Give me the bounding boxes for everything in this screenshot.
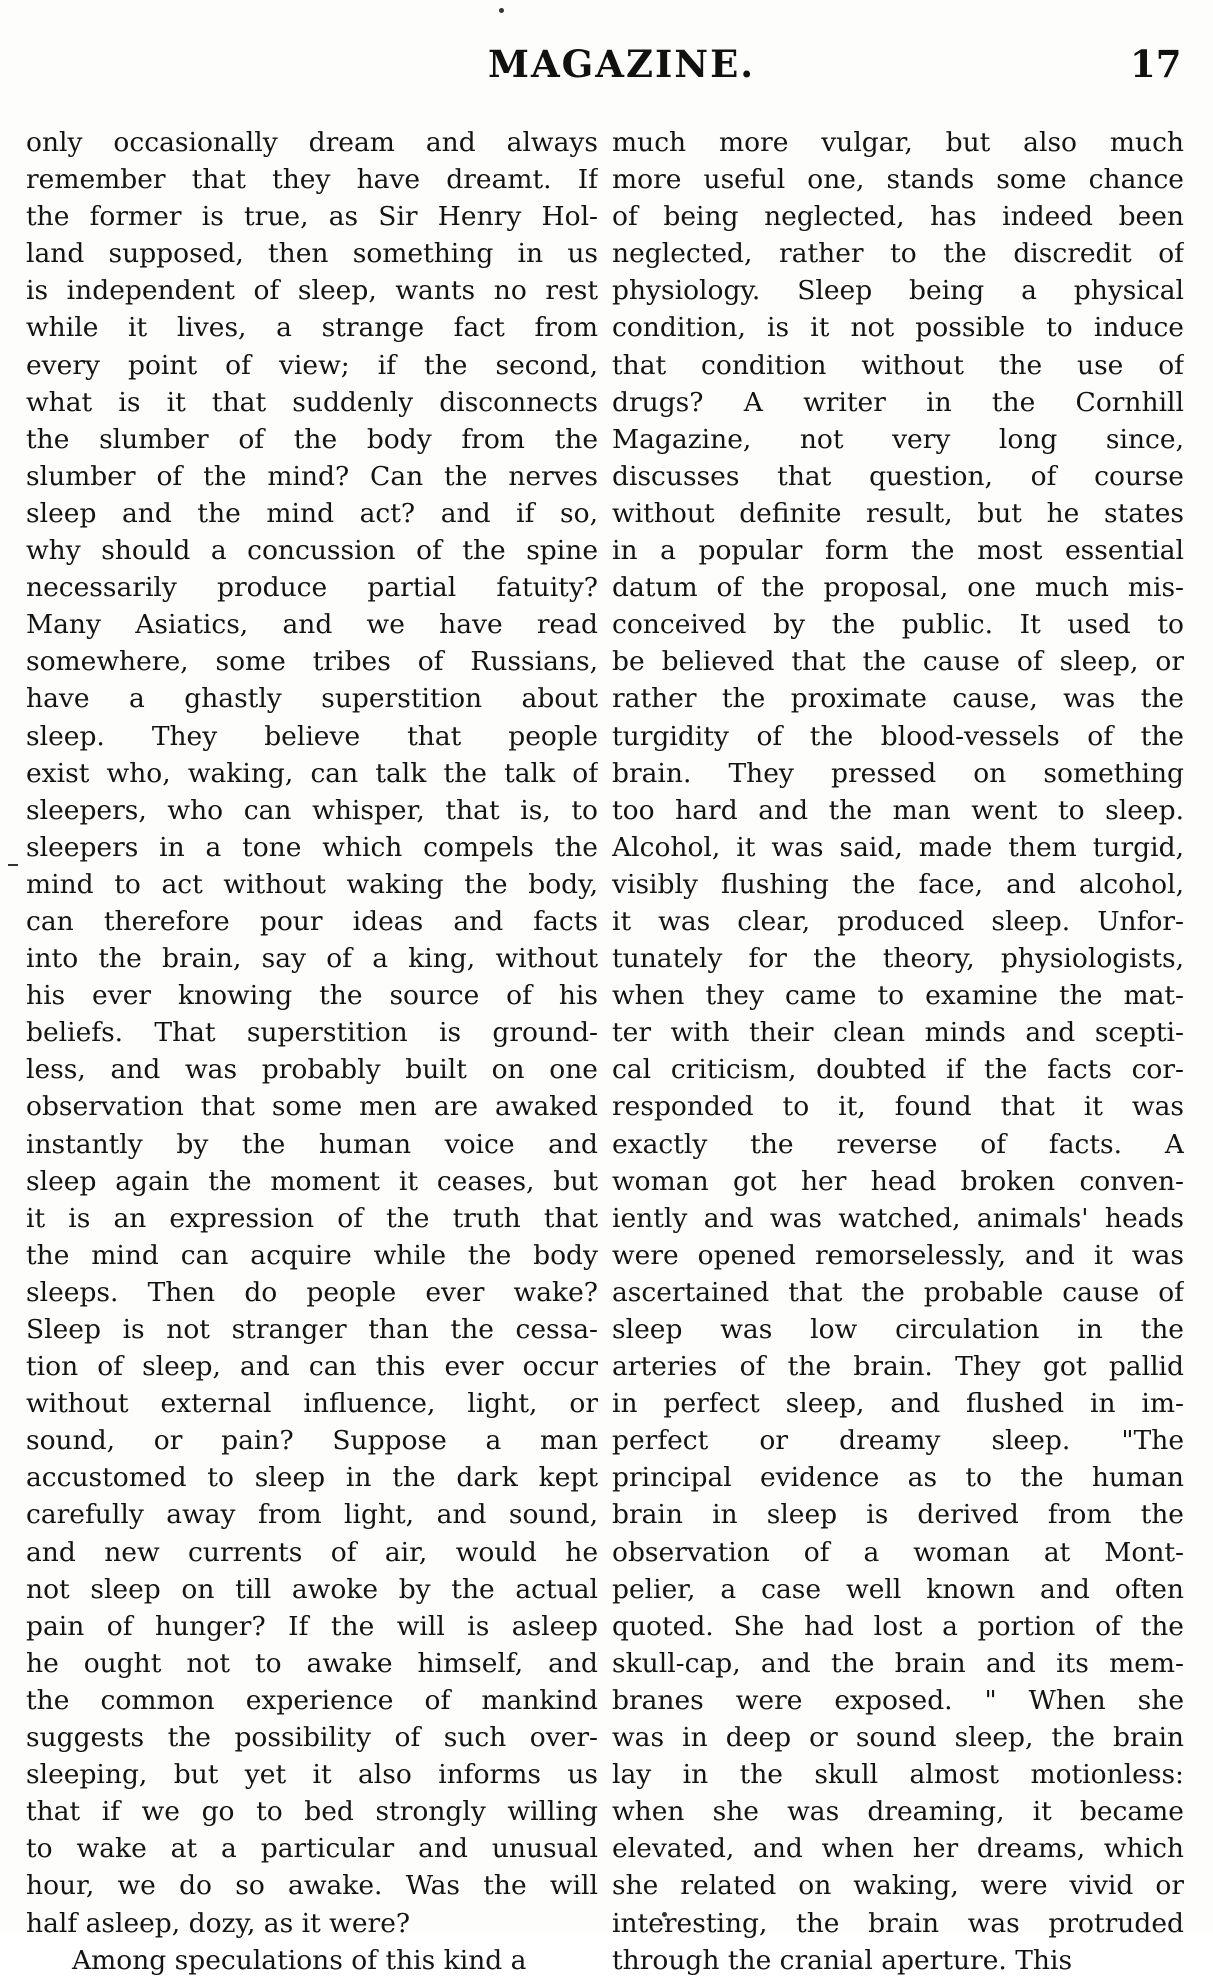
text-line: iently and was watched, animals' heads bbox=[612, 1202, 1184, 1234]
text-line: more useful one, stands some chance bbox=[612, 164, 1184, 196]
text-line: sound, or pain? Suppose a man bbox=[26, 1425, 598, 1457]
text-line: pelier, a case well known and often bbox=[612, 1573, 1184, 1605]
text-line: visibly flushing the face, and alcohol, bbox=[612, 868, 1184, 900]
text-line: neglected, rather to the discredit of bbox=[612, 238, 1184, 270]
text-line: branes were exposed. " When she bbox=[612, 1684, 1184, 1716]
printer-mark-top bbox=[499, 8, 504, 13]
text-line: not sleep on till awoke by the actual bbox=[26, 1573, 598, 1605]
text-line: what is it that suddenly disconnects bbox=[26, 386, 598, 418]
text-line: sleep and the mind act? and if so, bbox=[26, 497, 598, 529]
left-column bbox=[26, 124, 598, 1979]
running-title: MAGAZINE. bbox=[488, 42, 756, 86]
margin-mark bbox=[8, 864, 18, 866]
text-line: it was clear, produced sleep. Unfor- bbox=[612, 905, 1184, 937]
text-line: too hard and the man went to sleep. bbox=[612, 794, 1184, 826]
text-line: sleep. They believe that people bbox=[26, 720, 598, 752]
text-line: tunately for the theory, physiologists, bbox=[612, 943, 1184, 975]
text-line: exactly the reverse of facts. A bbox=[612, 1128, 1184, 1160]
text-line: in a popular form the most essential bbox=[612, 535, 1184, 567]
text-line: conceived by the public. It used to bbox=[612, 609, 1184, 641]
text-line: have a ghastly superstition about bbox=[26, 683, 598, 715]
text-line: sleeps. Then do people ever wake? bbox=[26, 1276, 598, 1308]
text-line: every point of view; if the second, bbox=[26, 349, 598, 381]
text-line: physiology. Sleep being a physical bbox=[612, 275, 1184, 307]
text-line: half asleep, dozy, as it were? bbox=[26, 1907, 411, 1939]
text-line: necessarily produce partial fatuity? bbox=[26, 572, 598, 604]
text-line: less, and was probably built on one bbox=[26, 1054, 598, 1086]
text-line: without definite result, but he states bbox=[612, 497, 1184, 529]
text-line: Among speculations of this kind a bbox=[72, 1944, 527, 1976]
text-line: datum of the proposal, one much mis- bbox=[612, 572, 1184, 604]
text-line: that condition without the use of bbox=[612, 349, 1184, 381]
text-line: Alcohol, it was said, made them turgid, bbox=[612, 831, 1184, 863]
text-line: suggests the possibility of such over- bbox=[26, 1722, 598, 1754]
text-line: she related on waking, were vivid or bbox=[612, 1870, 1184, 1902]
text-line: condition, is it not possible to induce bbox=[612, 312, 1184, 344]
text-line: sleepers in a tone which compels the bbox=[26, 831, 598, 863]
page-number: 17 bbox=[1130, 42, 1182, 86]
text-line: mind to act without waking the body, bbox=[26, 868, 598, 900]
text-line: Many Asiatics, and we have read bbox=[26, 609, 598, 641]
text-line: through the cranial aperture. This bbox=[612, 1944, 1073, 1976]
text-line: were opened remorselessly, and it was bbox=[612, 1239, 1184, 1271]
text-line: tion of sleep, and can this ever occur bbox=[26, 1351, 598, 1383]
text-line: interesting, the brain was protruded bbox=[612, 1907, 1184, 1939]
text-line: accustomed to sleep in the dark kept bbox=[26, 1462, 598, 1494]
text-line: his ever knowing the source of his bbox=[26, 980, 598, 1012]
right-column bbox=[612, 124, 1184, 1979]
text-line: exist who, waking, can talk the talk of bbox=[26, 757, 598, 789]
page-header bbox=[0, 42, 1213, 92]
text-line: while it lives, a strange fact from bbox=[26, 312, 598, 344]
text-line: when they came to examine the mat- bbox=[612, 980, 1184, 1012]
text-line: sleeping, but yet it also informs us bbox=[26, 1759, 598, 1791]
text-line: the former is true, as Sir Henry Hol- bbox=[26, 201, 598, 233]
text-line: cal criticism, doubted if the facts cor- bbox=[612, 1054, 1184, 1086]
text-line: when she was dreaming, it became bbox=[612, 1796, 1184, 1828]
text-line: brain. They pressed on something bbox=[612, 757, 1184, 789]
text-line: discusses that question, of course bbox=[612, 460, 1184, 492]
text-line: of being neglected, has indeed been bbox=[612, 201, 1184, 233]
text-line: sleep was low circulation in the bbox=[612, 1314, 1184, 1345]
text-line: elevated, and when her dreams, which bbox=[612, 1833, 1184, 1865]
text-line: hour, we do so awake. Was the will bbox=[26, 1870, 598, 1902]
text-line: turgidity of the blood-vessels of the bbox=[612, 720, 1184, 752]
text-line: sleepers, who can whisper, that is, to bbox=[26, 794, 598, 826]
text-line: the common experience of mankind bbox=[26, 1684, 598, 1716]
text-line: in perfect sleep, and flushed in im- bbox=[612, 1388, 1184, 1420]
text-line: perfect or dreamy sleep. "The bbox=[612, 1425, 1184, 1457]
text-line: is independent of sleep, wants no rest bbox=[26, 275, 598, 307]
text-line: to wake at a particular and unusual bbox=[26, 1833, 598, 1865]
text-line: the slumber of the body from the bbox=[26, 423, 598, 455]
text-line: Sleep is not stranger than the cessa- bbox=[26, 1314, 598, 1345]
text-line: lay in the skull almost motionless: bbox=[612, 1759, 1184, 1791]
text-line: ter with their clean minds and scepti- bbox=[612, 1017, 1184, 1049]
text-line: instantly by the human voice and bbox=[26, 1128, 598, 1160]
text-line: without external influence, light, or bbox=[26, 1388, 598, 1420]
text-line: ascertained that the probable cause of bbox=[612, 1276, 1184, 1308]
text-line: only occasionally dream and always bbox=[26, 127, 598, 158]
text-line: carefully away from light, and sound, bbox=[26, 1499, 598, 1531]
text-line: brain in sleep is derived from the bbox=[612, 1499, 1184, 1531]
text-line: rather the proximate cause, was the bbox=[612, 683, 1184, 715]
text-line: skull-cap, and the brain and its mem- bbox=[612, 1647, 1184, 1679]
text-line: observation that some men are awaked bbox=[26, 1091, 598, 1123]
text-line: pain of hunger? If the will is asleep bbox=[26, 1610, 598, 1642]
text-line: Magazine, not very long since, bbox=[612, 423, 1184, 455]
text-line: can therefore pour ideas and facts bbox=[26, 905, 598, 937]
text-line: principal evidence as to the human bbox=[612, 1462, 1184, 1494]
text-line: slumber of the mind? Can the nerves bbox=[26, 460, 598, 492]
text-line: he ought not to awake himself, and bbox=[26, 1647, 598, 1679]
text-line: sleep again the moment it ceases, but bbox=[26, 1165, 598, 1197]
text-line: somewhere, some tribes of Russians, bbox=[26, 646, 598, 678]
text-line: much more vulgar, but also much bbox=[612, 127, 1184, 158]
text-line: that if we go to bed strongly willing bbox=[26, 1796, 598, 1828]
text-line: woman got her head broken conven- bbox=[612, 1165, 1184, 1197]
text-line: beliefs. That superstition is ground- bbox=[26, 1017, 598, 1049]
text-line: be believed that the cause of sleep, or bbox=[612, 646, 1184, 678]
text-line: was in deep or sound sleep, the brain bbox=[612, 1722, 1184, 1754]
text-line: observation of a woman at Mont- bbox=[612, 1536, 1184, 1568]
text-line: drugs? A writer in the Cornhill bbox=[612, 386, 1184, 418]
text-line: remember that they have dreamt. If bbox=[26, 164, 598, 196]
text-line: and new currents of air, would he bbox=[26, 1536, 598, 1568]
text-line: the mind can acquire while the body bbox=[26, 1239, 598, 1271]
text-line: why should a concussion of the spine bbox=[26, 535, 598, 567]
text-line: quoted. She had lost a portion of the bbox=[612, 1610, 1184, 1642]
text-line: responded to it, found that it was bbox=[612, 1091, 1184, 1123]
text-line: land supposed, then something in us bbox=[26, 238, 598, 270]
text-line: it is an expression of the truth that bbox=[26, 1202, 598, 1234]
text-line: arteries of the brain. They got pallid bbox=[612, 1351, 1184, 1383]
text-line: into the brain, say of a king, without bbox=[26, 943, 598, 975]
